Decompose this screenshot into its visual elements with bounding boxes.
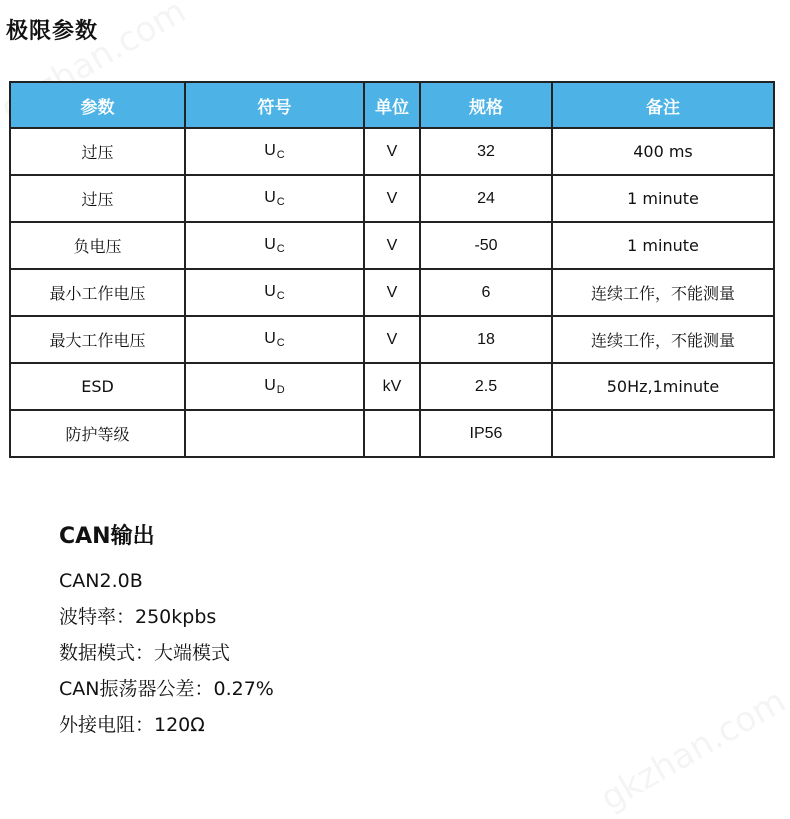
- cell-unit: [364, 410, 420, 457]
- table-row: [10, 222, 774, 269]
- symbol-sub: D: [276, 384, 285, 396]
- section-title: 极限参数: [6, 19, 99, 44]
- table-row: [10, 410, 774, 457]
- cell-symbol: [185, 222, 364, 269]
- cell-unit: V: [364, 175, 420, 222]
- table-row: [10, 269, 774, 316]
- can-oscillator-tolerance: CAN振荡器公差：0.27%: [59, 678, 274, 700]
- header-unit: 单位: [364, 82, 420, 128]
- cell-param: 最小工作电压: [10, 269, 185, 316]
- cell-spec: -50: [420, 222, 552, 269]
- table-row: [10, 316, 774, 363]
- cell-param: 最大工作电压: [10, 316, 185, 363]
- cell-spec: 2.5: [420, 363, 552, 410]
- cell-note: 1 minute: [552, 175, 774, 222]
- symbol-sub: C: [276, 243, 285, 255]
- table-row: [10, 363, 774, 410]
- symbol-sub: C: [276, 337, 285, 349]
- cell-note: 连续工作，不能测量: [552, 316, 774, 363]
- limits-table: [9, 81, 775, 458]
- symbol-sub: C: [276, 196, 285, 208]
- cell-param: 过压: [10, 128, 185, 175]
- header-param: 参数: [10, 82, 185, 128]
- cell-param: 负电压: [10, 222, 185, 269]
- watermark-bottom-right: [594, 681, 790, 819]
- cell-param: 过压: [10, 175, 185, 222]
- table-row: [10, 128, 774, 175]
- cell-symbol: [185, 410, 364, 457]
- can-output-section: [59, 519, 274, 743]
- table-row: [10, 175, 774, 222]
- symbol-main: U: [264, 189, 276, 206]
- symbol-main: U: [264, 142, 276, 159]
- cell-spec: 32: [420, 128, 552, 175]
- cell-unit: V: [364, 128, 420, 175]
- symbol-main: U: [264, 283, 276, 300]
- header-note: 备注: [552, 82, 774, 128]
- cell-note: 1 minute: [552, 222, 774, 269]
- cell-param: 防护等级: [10, 410, 185, 457]
- symbol-sub: C: [276, 149, 285, 161]
- cell-unit: V: [364, 222, 420, 269]
- cell-unit: kV: [364, 363, 420, 410]
- cell-note: 400 ms: [552, 128, 774, 175]
- symbol-main: U: [264, 236, 276, 253]
- cell-spec: 18: [420, 316, 552, 363]
- header-spec: 规格: [420, 82, 552, 128]
- symbol-main: U: [264, 377, 276, 394]
- symbol-sub: C: [276, 290, 285, 302]
- cell-unit: V: [364, 316, 420, 363]
- cell-spec: IP56: [420, 410, 552, 457]
- cell-spec: 24: [420, 175, 552, 222]
- cell-symbol: [185, 128, 364, 175]
- table-header-row: [10, 82, 774, 128]
- header-symbol: 符号: [185, 82, 364, 128]
- symbol-main: U: [264, 330, 276, 347]
- cell-param: ESD: [10, 363, 185, 410]
- can-baud-rate: 波特率：250kpbs: [59, 606, 217, 628]
- cell-unit: V: [364, 269, 420, 316]
- can-data-mode: 数据模式：大端模式: [59, 642, 231, 664]
- cell-symbol: [185, 316, 364, 363]
- cell-note: 连续工作，不能测量: [552, 269, 774, 316]
- cell-note: [552, 410, 774, 457]
- cell-symbol: [185, 269, 364, 316]
- can-protocol: CAN2.0B: [59, 570, 143, 592]
- cell-spec: 6: [420, 269, 552, 316]
- cell-note: 50Hz,1minute: [552, 363, 774, 410]
- cell-symbol: [185, 363, 364, 410]
- can-title: CAN输出: [59, 524, 155, 549]
- can-external-resistor: 外接电阻：120Ω: [59, 714, 205, 736]
- cell-symbol: [185, 175, 364, 222]
